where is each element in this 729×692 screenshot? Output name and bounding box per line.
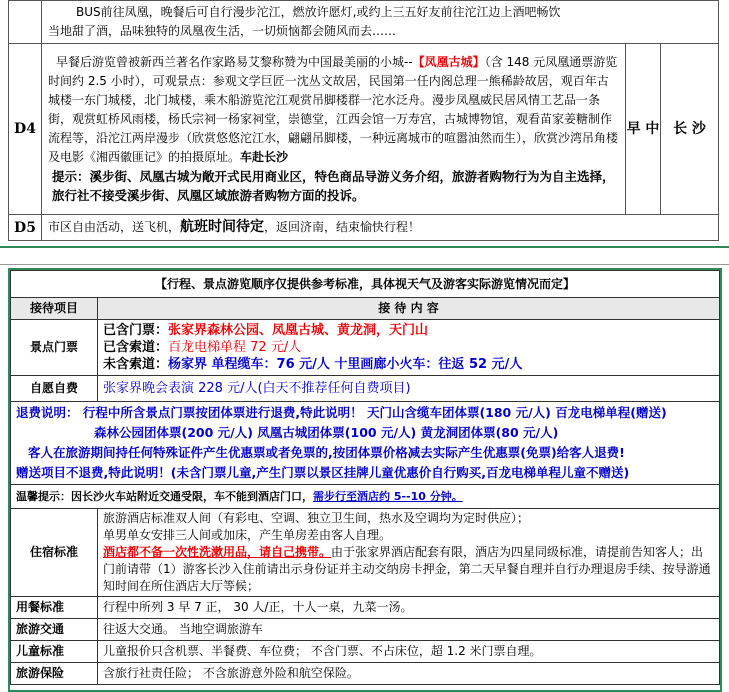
hotel-content [98, 509, 720, 597]
day4-end: 车赴长沙 [240, 150, 289, 164]
day5-c: ，返回济南，结束愉快行程！ [264, 220, 421, 234]
child-value: 儿童报价只含机票、半餐费、车位费； 不含门票、不占床位，超 1.2 米门票自理。 [98, 641, 720, 663]
day3-text [42, 1, 719, 44]
day4-meal: 早 中 [626, 44, 661, 215]
reminder-b: 需步行至酒店约 5--10 分钟。 [313, 490, 463, 503]
day4-intro: 早餐后游览曾被新西兰著名作家路易艾黎称赞为中国最美丽的小城-- [56, 55, 413, 69]
meals-value: 行程中所列 3 早 7 正， 30 人/正，十人一桌，九菜一汤。 [98, 597, 720, 619]
refund-notes [11, 402, 720, 485]
service-table-frame [8, 268, 722, 692]
scenic-label: 景点门票 [11, 320, 98, 376]
header-content: 接 待 内 容 [98, 298, 720, 320]
day4-tip: 提示：溪步街、凤凰古城为敞开式民用商业区，特色商品导游义务介绍，旅游者购物行为为自主选择，旅行社不接受溪步街、凤凰区域旅游者购物方面的投诉。 [52, 169, 615, 203]
divider [0, 264, 729, 265]
day3-line1: BUS前往凤凰，晚餐后可自行漫步沱江，燃放许愿灯,或约上三五好友前往沱江边上酒吧畅饮 [76, 5, 561, 19]
scenic-l2-label: 已含索道： [103, 340, 169, 355]
day4-body: （含 148 元凤凰通票游览时间约 2.5 小时），可观景点：参观文学巨匠一沈丛文故居，民国第一任内阁总理一熊稀龄故居，观百年古城楼一东门城楼，北门城楼，乘木船游览沱江观赏吊脚楼群一沱水泛舟。漫步凤凰威民居风情工艺品一条街，观赏虹桥风雨楼，杨氏宗祠一杨家祠堂，崇德堂，江西会馆一万寿宫，古城博物馆，观看苗家姜糖制作流程等，沿沱江两岸漫步（欣赏悠悠沱江水，翩翩吊脚楼，一种远离城市的喧嚣油然而生），欣赏沙湾吊角楼及电影《湘西徽匪记》的拍摄原址。 [48, 55, 619, 164]
itinerary-row-d5 [9, 215, 719, 241]
itinerary-row-d4 [9, 44, 719, 215]
scenic-l3-label: 未含索道： [103, 357, 169, 372]
hotel-l3-rest: 由于张家界酒店配套有限，酒店为四星同级标准，请提前告知客人；出门前请带（1）游客长沙入住前请出示身份证并主动交纳房卡押金，第二天早餐自理并自行办理退房手续、按导游通知时间在所住酒店大厅等候； [103, 545, 711, 593]
itinerary-row [9, 1, 719, 44]
day4-text [42, 44, 626, 215]
day5-text [42, 215, 719, 241]
service-table [10, 270, 720, 685]
optional-value: 张家界晚会表演 228 元/人(白天不推荐任何自费项目) [98, 376, 720, 402]
hotel-label: 住宿标准 [11, 509, 98, 597]
scenic-l1-value: 张家界森林公园、凤凰古城、黄龙洞，天门山 [168, 323, 429, 338]
refund-l3: 客人在旅游期间持任何特殊证件产生优惠票或者免票的,按团体票价格减去实际产生优惠票(免票)给客人退费! [28, 445, 625, 460]
day-label-d5: D5 [9, 215, 42, 241]
scenic-l2-value: 百龙电梯单程 72 元/人 [168, 340, 302, 355]
insurance-value: 含旅行社责任险； 不含旅游意外险和航空保险。 [98, 663, 720, 685]
transport-value: 往返大交通。 当地空调旅游车 [98, 619, 720, 641]
hotel-l3-red: 酒店都不备一次性洗漱用品，请自己携带。 [103, 545, 332, 559]
insurance-label: 旅游保险 [11, 663, 98, 685]
itinerary-table [8, 0, 719, 241]
day5-flight: 航班时间待定 [180, 219, 265, 235]
transport-label: 旅游交通 [11, 619, 98, 641]
meals-label: 用餐标准 [11, 597, 98, 619]
reminder [11, 485, 720, 509]
scenic-l3-value: 杨家界 单程缆车：76 元/人 十里画廊小火车：往返 52 元/人 [168, 357, 523, 372]
divider [0, 246, 729, 248]
header-item: 接待项目 [11, 298, 98, 320]
scenic-content [98, 320, 720, 376]
refund-l4: 赠送项目不退费,特此说明！(未含门票儿童,产生门票以景区挂牌儿童优惠价自行购买,百龙电梯单程儿童不赠送) [16, 465, 630, 480]
day-label-d4: D4 [9, 44, 42, 215]
day4-highlight: 【凤凰古城】 [412, 55, 485, 69]
reminder-a: 温馨提示：因长沙火车站附近交通受限，车不能到酒店门口， [16, 490, 313, 503]
refund-l2: 森林公园团体票(200 元/人) 凤凰古城团体票(100 元/人) 黄龙洞团体票(80 元/人) [94, 425, 559, 440]
notice-banner: 【行程、景点游览顺序仅提供参考标准，具体视天气及游客实际游览情况而定】 [11, 271, 720, 298]
day4-hotel: 长 沙 [661, 44, 719, 215]
day-cell [9, 1, 42, 44]
child-label: 儿童标准 [11, 641, 98, 663]
refund-l1: 退费说明： 行程中所含景点门票按团体票进行退费,特此说明！ 天门山含缆车团体票(180 元/人) 百龙电梯单程(赠送) [16, 405, 667, 420]
hotel-l2: 单男单女安排三人间或加床，产生单房差由客人自理。 [103, 528, 392, 542]
hotel-l1: 旅游酒店标准双人间（有彩电、空调、独立卫生间，热水及空调均为定时供应）； [103, 511, 530, 525]
day3-line2: 当地甜了酒，品味独特的凤凰夜生活，一切烦恼都会随风而去…… [48, 24, 397, 38]
day5-a: 市区自由活动，送飞机， [48, 220, 181, 234]
scenic-l1-label: 已含门票： [103, 323, 169, 338]
optional-label: 自愿自费 [11, 376, 98, 402]
